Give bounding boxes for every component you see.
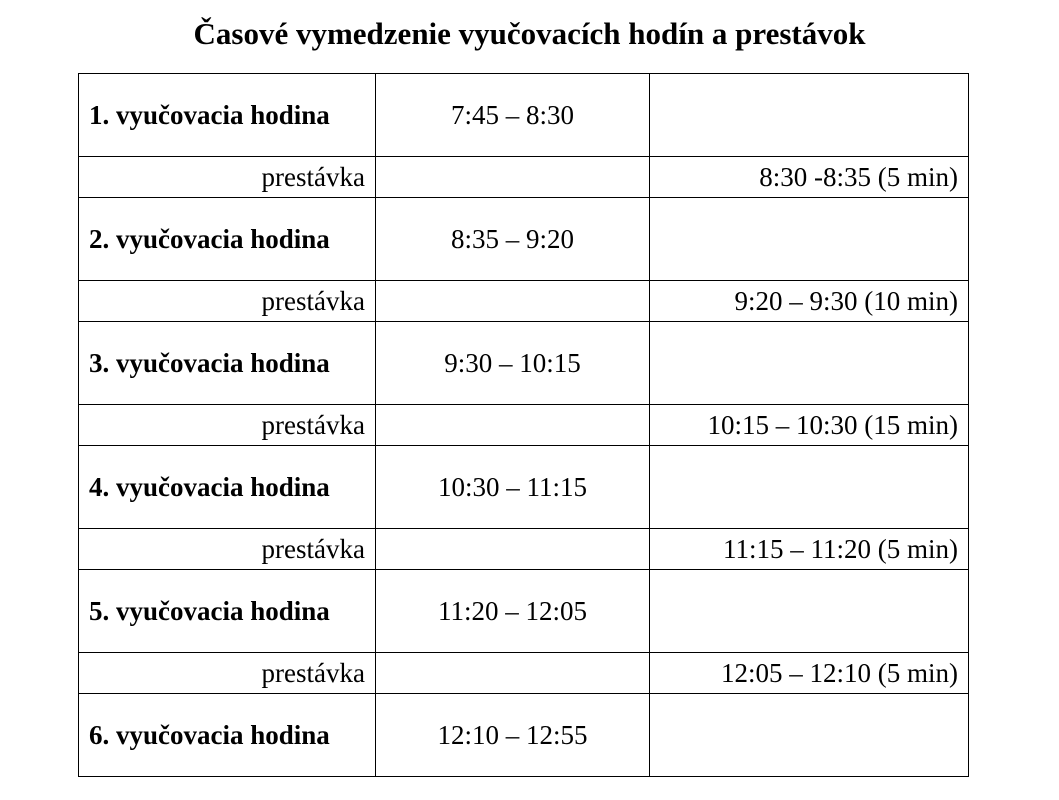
lesson-name: 6. vyučovacia hodina — [79, 694, 376, 777]
empty-cell — [650, 570, 969, 653]
page-title: Časové vymedzenie vyučovacích hodín a prestávok — [193, 16, 866, 51]
break-row-5 — [79, 653, 969, 694]
lesson-row-3 — [79, 322, 969, 405]
empty-cell — [376, 529, 650, 570]
lesson-row-5 — [79, 570, 969, 653]
lesson-name: 5. vyučovacia hodina — [79, 570, 376, 653]
break-time: 11:15 – 11:20 (5 min) — [650, 529, 969, 570]
break-time: 12:05 – 12:10 (5 min) — [650, 653, 969, 694]
break-row-2 — [79, 281, 969, 322]
break-time: 10:15 – 10:30 (15 min) — [650, 405, 969, 446]
empty-cell — [650, 322, 969, 405]
empty-cell — [376, 281, 650, 322]
break-time: 9:20 – 9:30 (10 min) — [650, 281, 969, 322]
empty-cell — [376, 157, 650, 198]
break-label: prestávka — [79, 529, 376, 570]
lesson-row-4 — [79, 446, 969, 529]
lesson-name: 4. vyučovacia hodina — [79, 446, 376, 529]
lesson-time: 11:20 – 12:05 — [376, 570, 650, 653]
lesson-time: 12:10 – 12:55 — [376, 694, 650, 777]
break-label: prestávka — [79, 281, 376, 322]
empty-cell — [376, 653, 650, 694]
lesson-name: 2. vyučovacia hodina — [79, 198, 376, 281]
lesson-time: 7:45 – 8:30 — [376, 74, 650, 157]
lesson-row-1 — [79, 74, 969, 157]
break-label: prestávka — [79, 157, 376, 198]
schedule-table — [78, 73, 969, 777]
break-row-3 — [79, 405, 969, 446]
break-row-4 — [79, 529, 969, 570]
lesson-time: 10:30 – 11:15 — [376, 446, 650, 529]
lesson-time: 8:35 – 9:20 — [376, 198, 650, 281]
break-label: prestávka — [79, 405, 376, 446]
empty-cell — [650, 694, 969, 777]
empty-cell — [376, 405, 650, 446]
lesson-time: 9:30 – 10:15 — [376, 322, 650, 405]
lesson-row-2 — [79, 198, 969, 281]
break-time: 8:30 -8:35 (5 min) — [650, 157, 969, 198]
lesson-name: 3. vyučovacia hodina — [79, 322, 376, 405]
empty-cell — [650, 198, 969, 281]
empty-cell — [650, 446, 969, 529]
lesson-row-6 — [79, 694, 969, 777]
break-row-1 — [79, 157, 969, 198]
lesson-name: 1. vyučovacia hodina — [79, 74, 376, 157]
empty-cell — [650, 74, 969, 157]
break-label: prestávka — [79, 653, 376, 694]
